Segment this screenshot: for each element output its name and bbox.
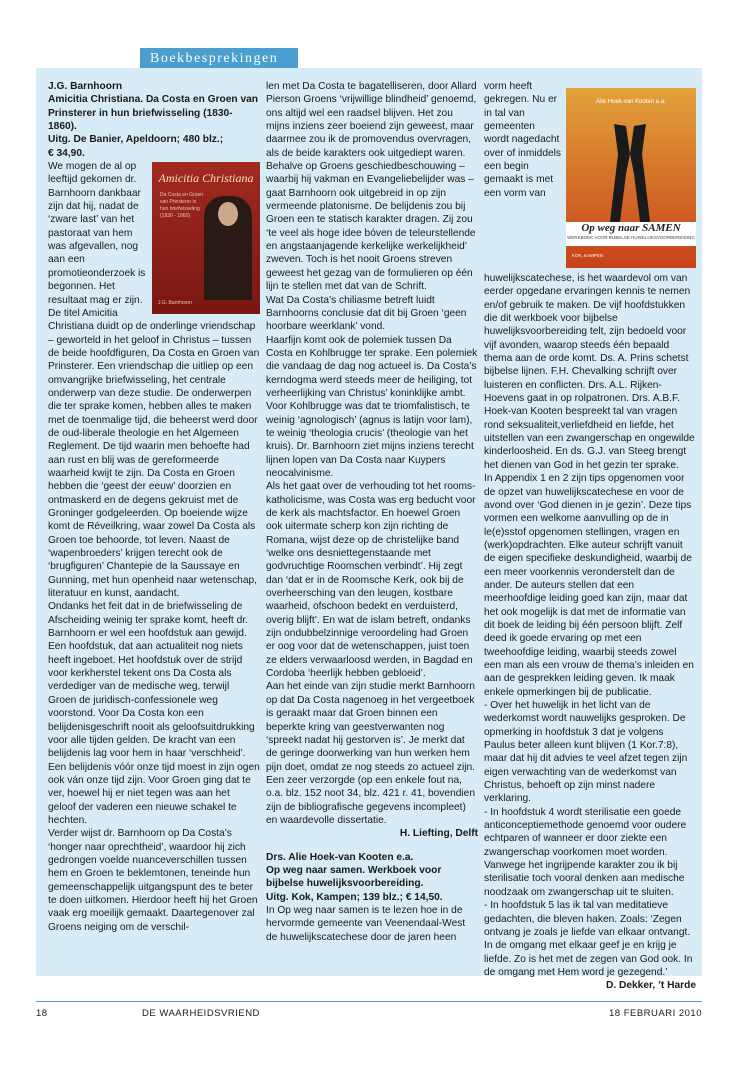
review2-paragraph: - In hoofdstuk 4 wordt sterilisatie een goede anticonceptiemethode genoemd voor oudere echtparen of wanneer er door ziekte een zwangerschap voorkomen moet worden. Vanwege het ingrijpende karakter zou ik bij sterilisatie toch vooral denken aan medische noodzaak om zwangerschap uit te sluiten. — [484, 806, 687, 898]
book2-cover-publisher: KOK, KAMPEN — [572, 252, 604, 258]
portrait-face — [218, 202, 238, 226]
book1-cover-image — [152, 162, 260, 314]
review1-paragraph: Haarfijn komt ook de polemiek tussen Da Costa en Kohlbrugge ter sprake. Een polemiek die vandaag de dag nog actueel is. Da Costa’s kerndogma werd steeds meer de heiliging, tot verheerlijking van Christus’ koninklijke ambt. Voor Kohlbrugge was dat te triomfalistisch, te weinig ‘agnologisch’ (agnus is latijn voor lam), te weinig ‘theologia crucis’ (theologie van het kruis). Dr. Barnhoorn ziet mijns inziens terecht lijnen lopen van Da Costa naar Kuypers neocalvinisme. — [266, 334, 478, 479]
column-2 — [266, 80, 478, 970]
review1-paragraph: Aan het einde van zijn studie merkt Barnhoorn op dat Da Costa nagenoeg in het vergeetboek is geraakt maar dat Groen binnen een beperkte kring van geestverwanten nog ‘spreekt nadat hij gestorven is’. Je merkt dat de geringe doorwerking van hun werken hem pijn doet, omdat ze nog steeds zo actueel zijn. Een zeer verzorgde (op een enkele fout na, o.a. blz. 152 noot 34, blz. 421 r. 41, bovendien zijn de bibliografische gegevens incompleet) en waardevolle dissertatie. — [266, 681, 475, 826]
review2-signature: D. Dekker, ’t Harde — [605, 980, 696, 992]
book2-cover-image — [566, 88, 696, 268]
book2-publisher: Uitg. Kok, Kampen; 139 blz.; € 14,50. — [266, 891, 443, 903]
book2-cover-subtitle: WERKBOEK VOOR BIJBELSE HUWELIJKSVOORBEREIDING — [567, 235, 695, 241]
magazine-name: DE WAARHEIDSVRIEND — [142, 1008, 260, 1019]
review2-paragraph: vorm heeft gekregen. Nu er in tal van gemeenten wordt nagedacht over of inmiddels een begin gemaakt is met een vorm van huwelijkscatechese, is het waardevol om van eerder opgedane ervaringen kennis te nemen en/of gebruik te maken. De vijf hoofdstukken die dit werkboek voor bijbelse huwelijksvoorbereiding telt, zijn bedoeld voor vijf avonden, waarop steeds één bepaald thema aan de orde komt. Ds. A. Prins schetst bijbelse lijnen. F.H. Chevalking schrijft over luisteren en conflicten. Drs. A.L. Rijken-Hoevens gaat in op rolpatronen. Drs. A.B.F. Hoek-van Kooten bespreekt tal van vragen rond seksualiteit,verliefdheid en liefde, het uitstellen van een zwangerschap en ongewilde kinderloosheid. En ds. G.J. van Steeg brengt het dienen van God in het gezin ter sprake. — [484, 81, 695, 471]
book1-price: € 34,90. — [48, 147, 85, 159]
review2-paragraph: - In hoofdstuk 5 las ik tal van meditatieve gedachten, die bleven haken. Zoals: ‘Zegen ontvang je zoals je liefde van elkaar ontvangt. In de omgang met elkaar geef je en krijg je liefde. Zo is het met de zegen van God ook. In de omgang met Hem word je gezegend.’ — [484, 900, 693, 978]
section-title: Boekbesprekingen — [140, 48, 298, 70]
review1-paragraph: len met Da Costa te bagatelliseren, door Allard Pierson Groens ‘vrijwillige blindheid’ genoemd, ons altijd wel een raadsel blijven. Het zou mijns inziens zeer boeiend zijn geweest, maar daarmee zou ik de promovendus overvragen, als de beide karakters ook uitgediept waren. — [266, 81, 477, 159]
review1-paragraph: Wat Da Costa’s chiliasme betreft luidt Barnhoorns conclusie dat dit bij Groen ‘geen hoorbare weerklank’ vond. — [266, 294, 467, 333]
book1-title: Amicitia Christiana. Da Costa en Groen van Prinsterer in hun briefwisseling (1830-1860). — [48, 94, 259, 133]
review1-paragraph: Behalve op Groens geschiedbeschouwing – waarbij hij vakman en Evangeliebelijder was – gaat Barnhoorn ook uitgebreid in op zijn vermeende platonisme. De belijdenis zou bij Groen een te statisch karakter dragen. Zij zou ‘te veel als hoge idee bóven de teleurstellende en angstaanjagende kerkelijke werkelijkheid’ zweven. Toch is het nooit Groens streven geweest het gezag van de formulieren op één lijn te stellen met dat van de Schrift. — [266, 161, 476, 293]
review1-paragraph: Verder wijst dr. Barnhoorn op Da Costa’s ‘honger naar oprechtheid’, waardoor hij zich gedrongen voelde nuanceverschillen tussen hem en Groen te beklemtonen, teneinde hun gemeenschappelijk uitgangspunt des te beter te doen uitkomen. Hierdoor heeft hij het Groen vaak erg moeilijk gemaakt. Daartegenover zal Groens neiging om de verschil- — [48, 828, 258, 933]
book1-publisher: Uitg. De Banier, Apeldoorn; 480 blz.; — [48, 134, 224, 146]
book1-cover-title: Amicitia Christiana — [158, 171, 254, 186]
review2-paragraph: - Over het huwelijk in het licht van de wederkomst wordt nauwelijks gesproken. De opmerking in hoofdstuk 3 dat je volgens Paulus beter alleen kunt blijven (1 Kor.7:8), maar dat hij dit advies te veel afzet tegen zijn eigen verwachting van de wederkomst van Christus, behoeft op zijn minst nadere verklaring. — [484, 700, 688, 805]
book1-author: J.G. Barnhoorn — [48, 81, 123, 92]
review1-paragraph: Als het gaat over de verhouding tot het rooms-katholicisme, was Costa was erg beducht voor de kerk als machtsfactor. En hoewel Groen ook uitermate scherp kon zijn richting de Romana, wijst deze op de christelijke band ‘welke ons desniettegenstaande met godvruchtige Roomschen verbindt’. Hij zegt dan ‘dat er in de Roomsche Kerk, ook bij de overheersching van den leugen, kostbare waarheid, ofschoon bedekt en verduisterd, overig blijft’. En wat de islam betreft, ondanks zijn ondubbelzinnige veroordeling had Groen er oog voor dat de wetenschappen, juist toen ze elders verwaarloosd werden, in Bagdad en Cordoba ‘heerlijk hebben gebloeid’. — [266, 481, 476, 680]
page-number: 18 — [36, 1008, 48, 1019]
book2-cover-title: Op weg naar SAMEN — [581, 222, 681, 234]
book1-cover-subtitle: Da Costa en Groen van Prinsterer in hun briefwisseling (1830 - 1860) — [160, 192, 204, 220]
column-3 — [484, 80, 696, 992]
review2-intro: In Op weg naar samen is te lezen hoe in de hervormde gemeente van Veenendaal-West de huwelijkscatechese door de jaren heen — [266, 904, 466, 943]
book2-title: Op weg naar samen. Werkboek voor bijbelse huwelijksvoorbereiding. — [266, 864, 442, 890]
footer-rule — [36, 1001, 702, 1002]
review1-signature: H. Liefting, Delft — [399, 828, 478, 840]
column-1 — [48, 80, 260, 970]
review1-paragraph: We mogen de al op leeftijd gekomen dr. Barnhoorn dankbaar zijn dat hij, nadat de ‘zware last’ van het pastoraat van hem was afgevallen, nog aan een promotieonderzoek is begonnen. Het resultaat mag er zijn. — [48, 161, 146, 306]
book2-cover-band — [566, 222, 696, 246]
book2-author: Drs. Alie Hoek-van Kooten e.a. — [266, 851, 414, 863]
review1-paragraph: Ondanks het feit dat in de briefwisseling de Afscheiding weinig ter sprake komt, heeft dr. Barnhoorn er wel een hoofdstuk aan gewijd. Een hoofdstuk, dat aan actualiteit nog niets heeft ingeboet. Het hoofdstuk over de strijd voor kerkherstel tekent ons Da Costa als verdediger van de medische weg, terwijl Groen de juridisch-confessionele weg voorstond. Voor Da Costa kon een belijdenisgeschrift nooit als geloofsuitdrukking voor alle tijden gelden. De kracht van een belijdenis lag voor hem in haar ‘verschheid’. Een belijdenis vóór onze tijd moest in zijn ogen ook ván onze tijd zijn. Voor Groen ging dat te ver, hoewel hij er niet tegen was aan het geloof der vaderen een nieuwe schakel te hechten. — [48, 601, 260, 826]
book1-cover-author: J.G. Barnhoorn — [158, 299, 192, 306]
book2-cover-author: Alie Hoek-van Kooten e.a. — [596, 99, 666, 105]
issue-date: 18 FEBRUARI 2010 — [608, 1008, 702, 1019]
review2-paragraph: In Appendix 1 en 2 zijn tips opgenomen voor de opzet van huwelijkscatechese en voor de avond over ‘God dienen in je gezin’. Deze tips vormen een welkome aanvulling op de in le(e)sstof opgenomen stellingen, vragen en (werk)opdrachten. Elke auteur schrijft vanuit de eigen specifieke deskundigheid, waarbij de een meer voorkennis veronderstelt dan de ander. De auteurs stellen dat een meerhoofdige leiding goed kan zijn, maar dat het ook mogelijk is dat met de informatie van dit boek de leiding bij één persoon blijft. Zelf deed ik goede ervaring op met een tweehoofdige leiding, waarbij steeds zowel een man als een vrouw de thema’s inleiden en aan de gesprekken leiding geven. Ik maak enkele opmerkingen bij de publicatie. — [484, 473, 694, 698]
review1-paragraph: De titel Amicitia Christiana duidt op de onderlinge vriendschap – geworteld in het geloof in Christus – tussen de beide hoofdfiguren, Da Costa en Groen van Prinsterer. Een vriendschap die uitliep op een omvangrijke briefwisseling, het centrale onderwerp van deze studie. De onderwerpen die ter sprake komen, hebben alles te maken met de toenmalige tijd, die beheerst werd door de oud-liberale theologie en het Algemeen Reglement. De tijd waarin men behoefte had aan rust en blij was de gereformeerde waarheid kwijt te zijn. Da Costa en Groen hebben die ‘geest der eeuw’ doorzien en ontmaskerd en de degens gekruist met de Groninger godgeleerden. Op boeiende wijze komt de Réveilkring, waar zowel Da Costa als Groen toe behoorde, tot leven. Naast de ‘wapenbroeders’ krijgen terecht ook de ‘brugfiguren’ Chantepie de la Saussaye en Gunning, met hun openheid naar wetenschap, literatuur en kunst, aandacht. — [48, 307, 260, 600]
review-panel — [36, 68, 702, 992]
figures-illustration — [600, 114, 660, 224]
